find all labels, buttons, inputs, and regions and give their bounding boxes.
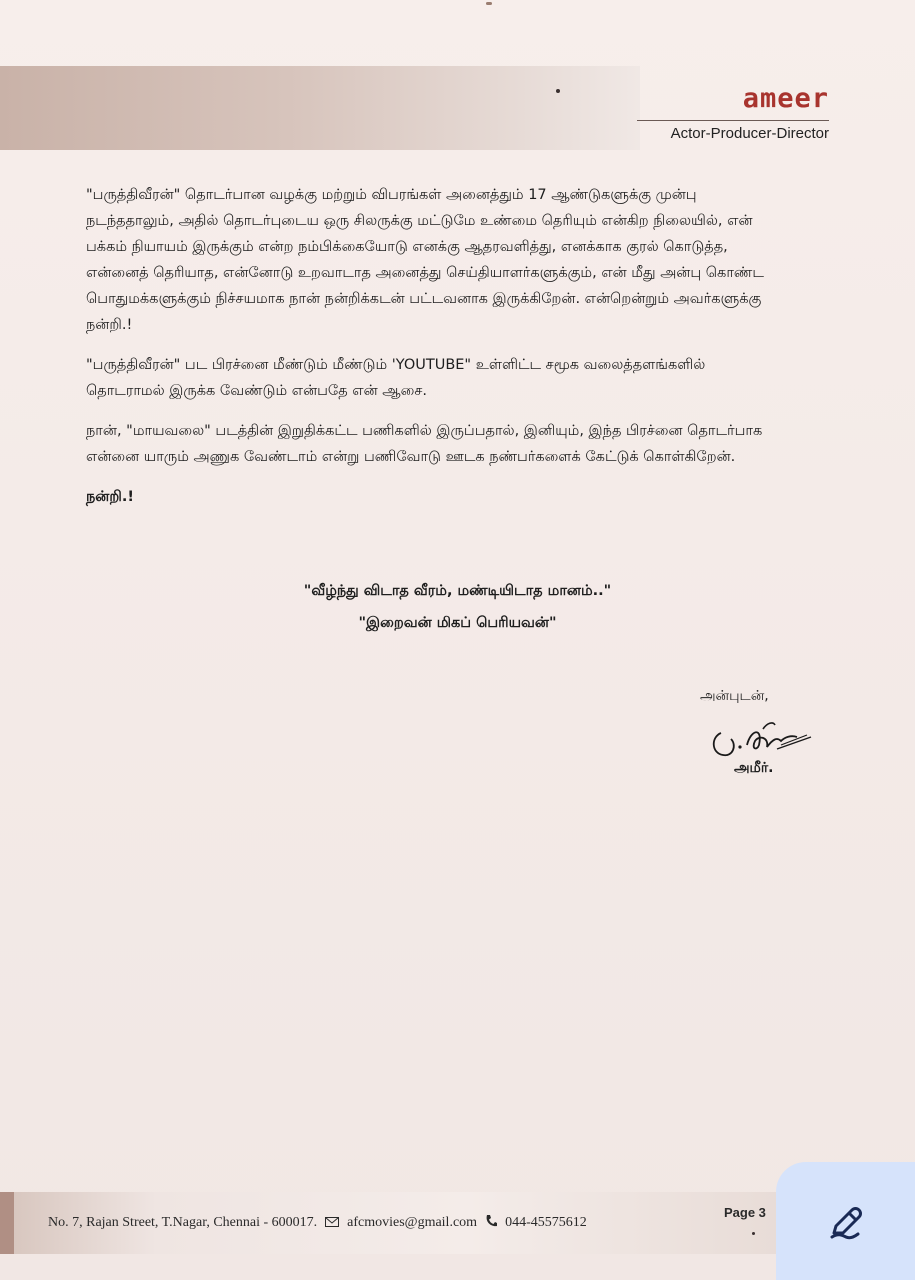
- footer-email: afcmovies@gmail.com: [347, 1215, 478, 1230]
- letterhead-brand: [637, 84, 829, 142]
- edit-floating-button[interactable]: [776, 1162, 915, 1280]
- letter-body: [86, 182, 766, 524]
- signoff: அன்புடன்,: [700, 688, 769, 704]
- edit-pen-icon: [824, 1199, 868, 1243]
- footer-address: No. 7, Rajan Street, T.Nagar, Chennai - 600017.: [48, 1215, 318, 1230]
- paragraph-2: "பருத்திவீரன்" பட பிரச்னை மீண்டும் மீண்டும் 'YOUTUBE" உள்ளிட்ட சமூக வலைத்தளங்களில் தொடராமல் இருக்க வேண்டும் என்பதே என் ஆசை.: [86, 357, 706, 399]
- phone-icon: [485, 1214, 497, 1232]
- signer-name: அமீர்.: [734, 760, 774, 776]
- header-band: [0, 66, 640, 150]
- page-number: Page 3: [724, 1205, 766, 1220]
- thanks-line: நன்றி.!: [86, 489, 134, 505]
- mail-icon: [325, 1216, 339, 1231]
- paragraph-3: நான், "மாயவலை" படத்தின் இறுதிக்கட்ட பணிகளில் இருப்பதால், இனியும், இந்த பிரச்னை தொடர்பாக என்னை யாரும் அணுக வேண்டாம் என்று பணிவோடு ஊடக நண்பர்களைக் கேட்டுக் கொள்கிறேன்.: [86, 423, 763, 465]
- brand-name: ameer: [742, 83, 829, 114]
- quote-line-2: "இறைவன் மிகப் பெரியவன்": [358, 615, 557, 631]
- speck: [752, 1232, 755, 1235]
- footer-contact: [48, 1214, 587, 1232]
- brand-subtitle: Actor-Producer-Director: [670, 125, 829, 142]
- brand-divider: [637, 120, 829, 121]
- speck: [486, 2, 492, 5]
- paragraph-1: "பருத்திவீரன்" தொடர்பான வழக்கு மற்றும் விபரங்கள் அனைத்தும் 17 ஆண்டுகளுக்கு முன்பு நடந்ததாலும், அதில் தொடர்புடைய ஒரு சிலருக்கு மட்டுமே உண்மை தெரியும் என்கிற நிலையில், என் பக்கம் நியாயம் இருக்கும் என்ற நம்பிக்கையோடு எனக்கு ஆதரவளித்து, எனக்காக குரல் கொடுத்த, என்னைத் தெரியாத, என்னோடு உறவாடாத அனைத்து செய்தியாளர்களுக்கும், என் மீது அன்பு கொண்ட பொதுமக்களுக்கும் நிச்சயமாக நான் நன்றிக்கடன் பட்டவனாக இருக்கிறேன். என்றென்றும் அவர்களுக்கு நன்றி.!: [86, 187, 764, 333]
- footer-edge: [0, 1192, 14, 1254]
- quote-line-1: "வீழ்ந்து விடாத வீரம், மண்டியிடாத மானம்..": [303, 583, 612, 599]
- footer-phone: 044-45575612: [505, 1215, 587, 1230]
- speck: [556, 89, 560, 93]
- handwritten-signature: [707, 715, 817, 765]
